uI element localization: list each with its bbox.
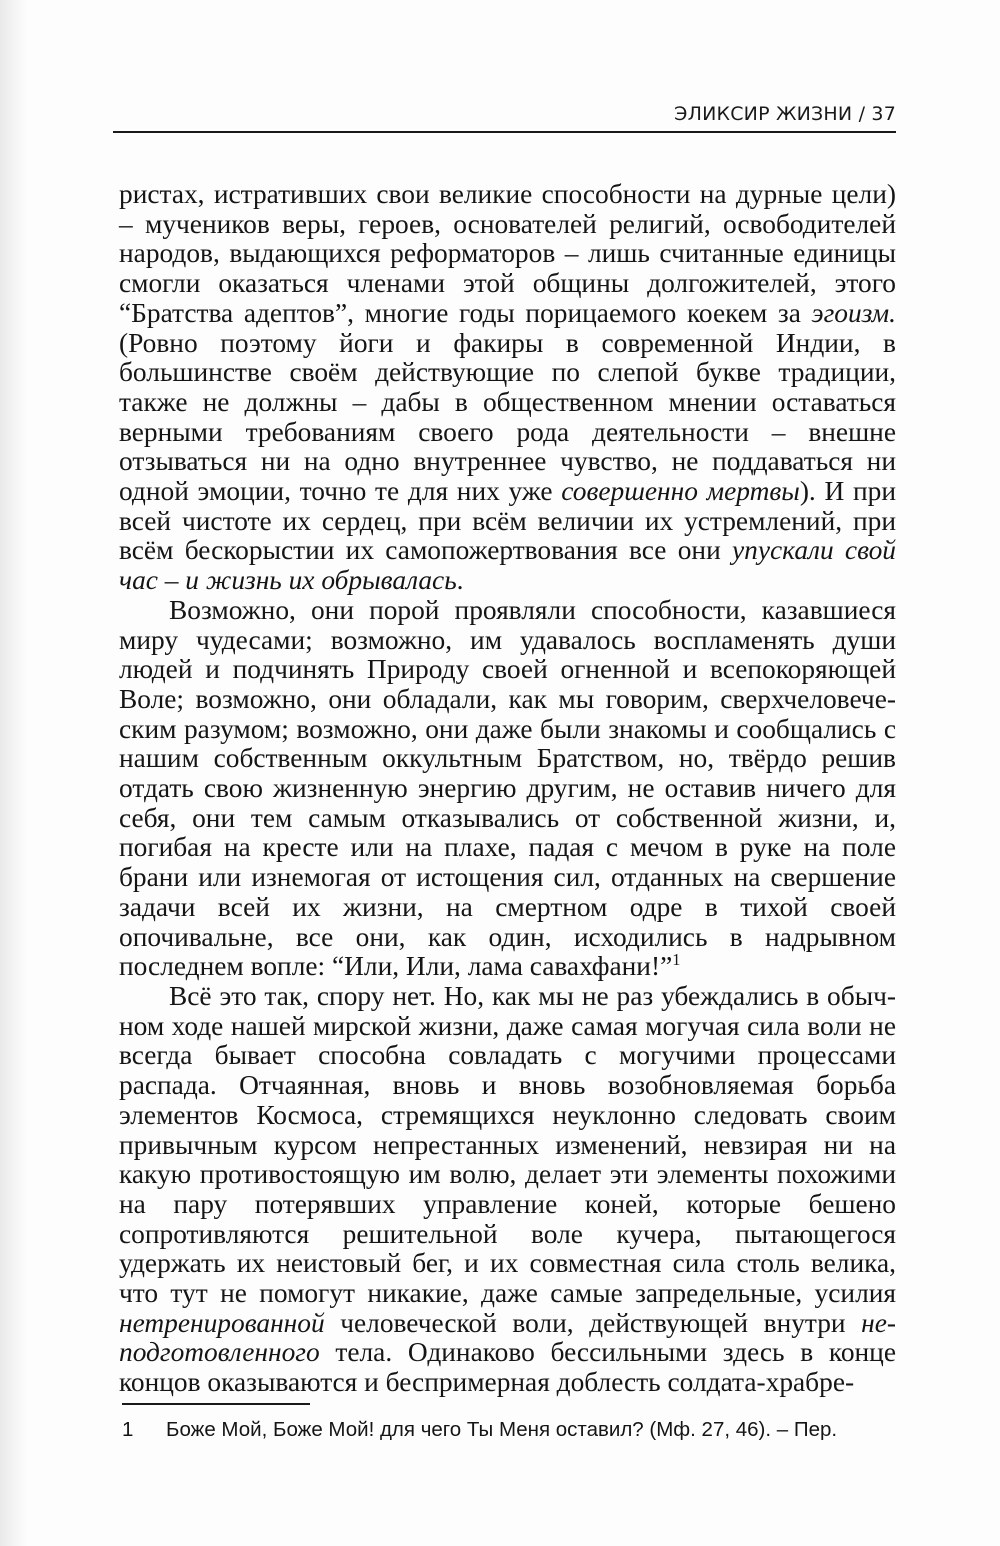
paragraph-3-emphasis-a: нетренированной [119, 1307, 325, 1338]
body-text [119, 180, 896, 1398]
paragraph-1-emphasis-b: совершенно мертвы [561, 476, 800, 507]
paragraph-3-text-b: человеческой воли, действующей внутри [324, 1307, 862, 1338]
paragraph-1-emphasis-c: упускали свой час – и жизнь их обрывалась [119, 535, 896, 596]
footnote-text: Боже Мой, Боже Мой! для чего Ты Меня оставил? (Мф. 27, 46). – Пер. [166, 1418, 838, 1441]
paragraph-1-text-a: ристах, истративших свои великие способности на дурные цели) – мучеников веры, героев, основателей религий, освободителей народов, выдающихся реформаторов – лишь считанные единицы смогли оказаться членами этой общины долгожителей, этого “Братства адептов”, многие годы порицаемого коекем за [119, 179, 896, 328]
page-edge-shadow [0, 0, 28, 1546]
paragraph-3-text-c: тела. Одинаково бессильными здесь в конце концов оказываются и беспримерная доблесть солдата-храбре- [119, 1337, 896, 1398]
paragraph-3-text-a: Всё это так, спору нет. Но, как мы не раз убеждались в обычном ходе нашей мирской жизни, даже самая могучая сила воли не всегда бывает способна совладать с могучими процессами распада. Отчаянная, вновь и вновь возобновляемая борьба элементов Космоса, стремящихся неуклонно следовать своим привычным курсом непрестанных изменений, невзирая ни на какую противостоящую им волю, делает эти элементы похожими на пару потерявших управление коней, которые бешено сопротивляются решительной воле кучера, пытающегося удержать их неистовый бег, и их совместная сила столь велика, что тут не помогут никакие, даже самые запредельные, усилия [119, 980, 896, 1309]
paragraph-3-emphasis-b: неподготовленного [119, 1307, 896, 1368]
paragraph-1-text-b: (Ровно поэтому йоги и факиры в современной Индии, в большинстве своём действующие по слепой букве традиции, также не должны – дабы в общественном мнении оставаться верными требованиям своего рода деятельности – внешне отзываться ни на одно внутреннее чувство, не поддаваться ни одной эмоции, точно те для них уже [119, 327, 896, 507]
paragraph-2 [119, 596, 896, 982]
paragraph-1-text-d: . [456, 565, 464, 596]
footnote-number: 1 [122, 1418, 134, 1441]
paragraph-1 [119, 180, 896, 596]
running-header: ЭЛИКСИР ЖИЗНИ / 37 [674, 103, 896, 125]
paragraph-1-text-c: ). И при всей чистоте их сердец, при всём величии их устремлений, при всём бескорыстии их самопожертвования все они [119, 476, 896, 566]
paragraph-3 [119, 982, 896, 1398]
footnote-reference[interactable]: 1 [672, 950, 681, 970]
header-rule [113, 131, 896, 133]
paragraph-1-emphasis-a: эгоизм. [811, 297, 896, 328]
paragraph-2-text: Возможно, они порой проявляли способности, казавшиеся миру чудесами; возможно, им удавалось воспламенять души людей и подчинять Природу своей огненной и всепокоряющей Воле; возможно, они обладали, как мы говорим, сверхчеловеческим разумом; возможно, они даже были знакомы и сообщались с нашим собственным оккультным Братством, но, твёрдо решив отдать свою жизненную энергию другим, не оставив ничего для себя, они тем самым отказывались от собственной жизни, и, погибая на кресте или на плахе, падая с мечом в руке на поле брани или изнемогая от истощения сил, отданных на свершение задачи всей их жизни, на смертном одре в тихой своей опочивальне, все они, как один, исходились в надрывном последнем вопле: “Или, Или, лама савахфани!” [119, 594, 896, 982]
footnote [122, 1417, 896, 1443]
footnote-rule [122, 1403, 310, 1405]
